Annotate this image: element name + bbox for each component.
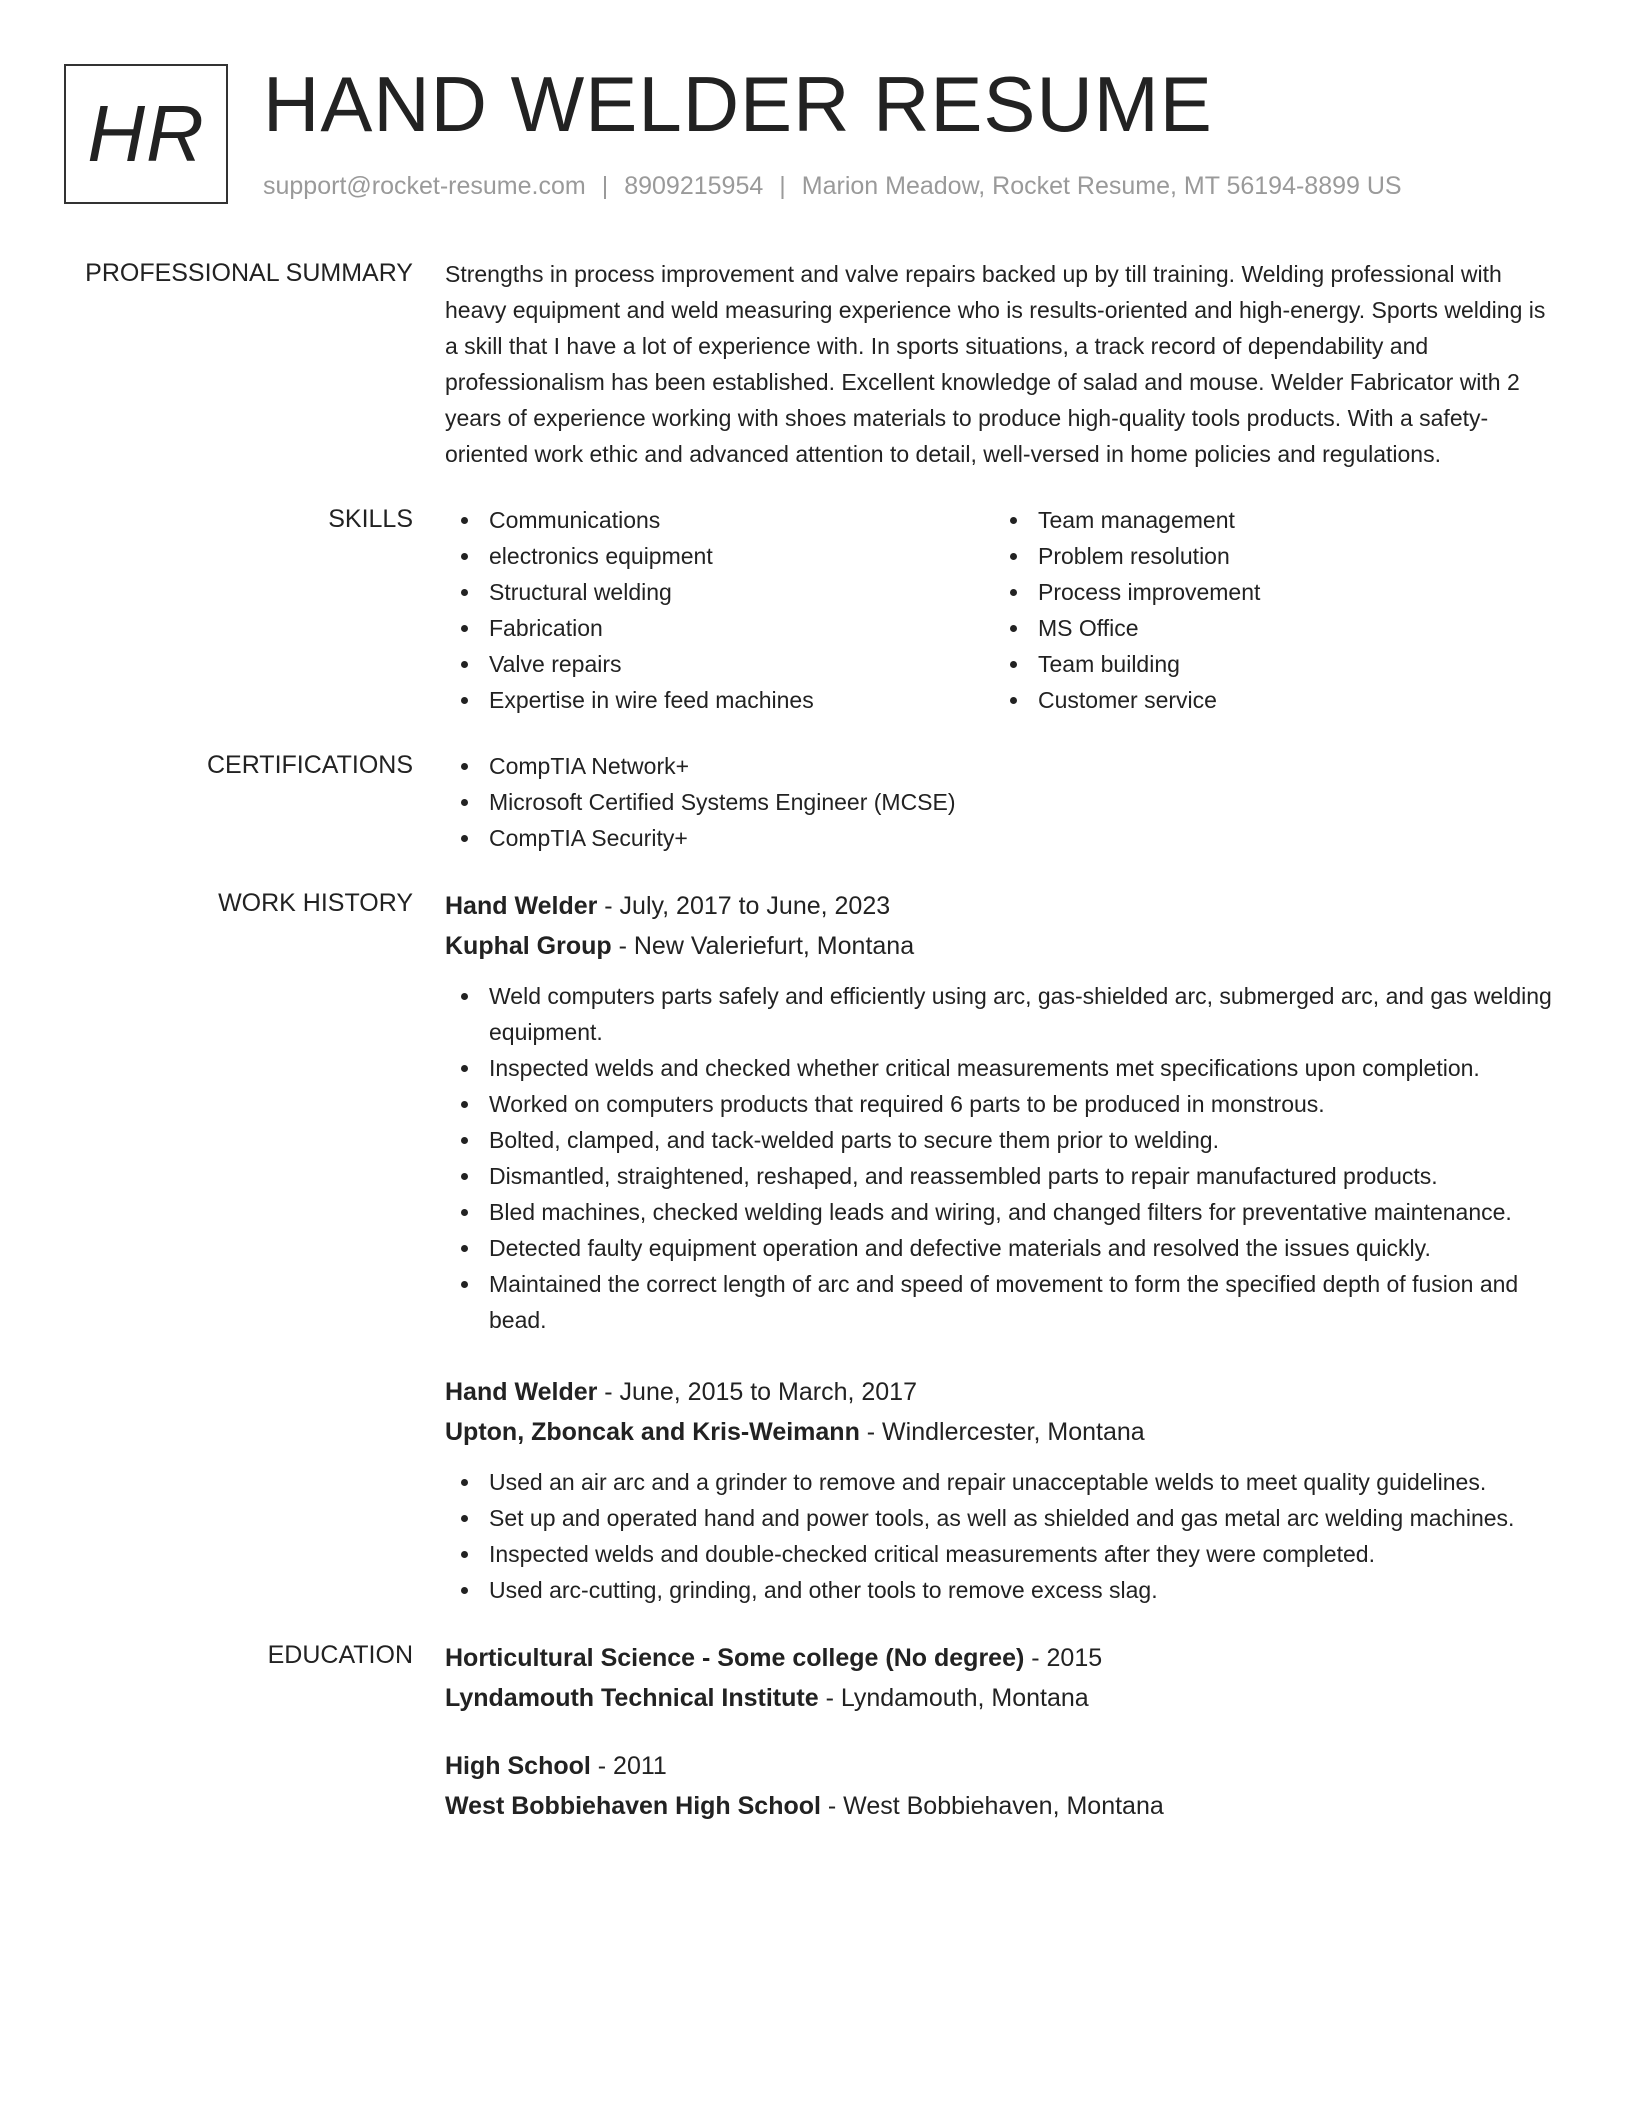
- certifications-section: [64, 748, 1564, 856]
- contact-line: [263, 172, 1402, 201]
- job-dates: - June, 2015 to March, 2017: [597, 1378, 917, 1406]
- skill-item: Fabrication: [445, 610, 994, 646]
- job-duty: Worked on computers products that required 6 parts to be produced in monstrous.: [445, 1086, 1564, 1122]
- education-degree-line: [445, 1638, 1564, 1678]
- job-company: Kuphal Group: [445, 932, 612, 960]
- education-heading: EDUCATION: [267, 1641, 413, 1669]
- skill-item: Process improvement: [994, 574, 1543, 610]
- skill-item: Valve repairs: [445, 646, 994, 682]
- skills-section: [64, 502, 1564, 718]
- education-school-line: [445, 1678, 1564, 1718]
- contact-phone[interactable]: 8909215954: [624, 172, 764, 200]
- contact-separator: |: [779, 172, 786, 200]
- education-location: - West Bobbiehaven, Montana: [820, 1792, 1164, 1820]
- job-duty: Detected faulty equipment operation and defective materials and resolved the issues quickly.: [445, 1230, 1564, 1266]
- job-duty: Set up and operated hand and power tools, as well as shielded and gas metal arc welding machines.: [445, 1500, 1564, 1536]
- skills-list-left: [445, 502, 994, 718]
- certification-item: CompTIA Security+: [445, 820, 1564, 856]
- education-degree: Horticultural Science - Some college (No degree): [445, 1644, 1025, 1672]
- contact-separator: |: [601, 172, 609, 200]
- job-duty: Bled machines, checked welding leads and wiring, and changed filters for preventative maintenance.: [445, 1194, 1564, 1230]
- job-duties-list: [445, 978, 1564, 1338]
- skill-item: electronics equipment: [445, 538, 994, 574]
- job-title-line: [445, 1372, 1564, 1412]
- skill-item: Team building: [994, 646, 1543, 682]
- certification-item: CompTIA Network+: [445, 748, 1564, 784]
- job-company: Upton, Zboncak and Kris-Weimann: [445, 1418, 860, 1446]
- education-entry: [445, 1746, 1564, 1826]
- contact-email[interactable]: support@rocket-resume.com: [263, 172, 586, 200]
- skill-item: Problem resolution: [994, 538, 1543, 574]
- education-entry: [445, 1638, 1564, 1718]
- certification-item: Microsoft Certified Systems Engineer (MCSE): [445, 784, 1564, 820]
- job-title: Hand Welder: [445, 892, 598, 920]
- education-degree-line: [445, 1746, 1564, 1786]
- education-school-line: [445, 1786, 1564, 1826]
- skill-item: Communications: [445, 502, 994, 538]
- job-company-line: [445, 926, 1564, 966]
- work-history-section: [64, 886, 1564, 1608]
- job-duty: Used arc-cutting, grinding, and other tools to remove excess slag.: [445, 1572, 1564, 1608]
- education-location: - Lyndamouth, Montana: [818, 1684, 1089, 1712]
- education-school: West Bobbiehaven High School: [445, 1792, 821, 1820]
- work-history-heading: WORK HISTORY: [218, 889, 413, 917]
- education-body: [445, 1638, 1564, 1826]
- skill-item: Customer service: [994, 682, 1543, 718]
- job-duty: Used an air arc and a grinder to remove and repair unacceptable welds to meet quality guidelines.: [445, 1464, 1564, 1500]
- skills-heading: SKILLS: [328, 505, 413, 533]
- resume-content: [64, 256, 1564, 1826]
- skills-list-right: [994, 502, 1543, 718]
- job-company-line: [445, 1412, 1564, 1452]
- summary-section: [64, 256, 1564, 472]
- skills-body: [445, 502, 1564, 718]
- certifications-list: [445, 748, 1564, 856]
- certifications-heading: CERTIFICATIONS: [206, 751, 413, 779]
- summary-text: Strengths in process improvement and valve repairs backed up by till training. Welding professional with heavy equipment and weld measuring experience who is results-oriented and high-energy. Sports welding is a skill that I have a lot of experience with. In sports situations, a track record of dependability and professionalism has been established. Excellent knowledge of salad and mouse. Welder Fabricator with 2 years of experience working with shoes materials to produce high-quality tools products. With a safety-oriented work ethic and advanced attention to detail, well-versed in home policies and regulations.: [445, 261, 1546, 467]
- job-duty: Inspected welds and double-checked critical measurements after they were completed.: [445, 1536, 1564, 1572]
- job-duties-list: [445, 1464, 1564, 1608]
- education-school: Lyndamouth Technical Institute: [445, 1684, 819, 1712]
- resume-title: HAND WELDER RESUME: [263, 60, 1213, 148]
- skill-item: MS Office: [994, 610, 1543, 646]
- skill-item: Structural welding: [445, 574, 994, 610]
- monogram-logo: HR: [64, 64, 228, 204]
- job-location: - New Valeriefurt, Montana: [611, 932, 915, 960]
- summary-heading: PROFESSIONAL SUMMARY: [85, 259, 413, 287]
- work-history-body: [445, 886, 1564, 1608]
- skills-columns: [445, 502, 1564, 718]
- job-dates: - July, 2017 to June, 2023: [597, 892, 891, 920]
- job-entry: [445, 1372, 1564, 1608]
- job-entry: [445, 886, 1564, 1338]
- job-duty: Inspected welds and checked whether critical measurements met specifications upon completion.: [445, 1050, 1564, 1086]
- resume-header: [64, 60, 1564, 214]
- education-degree: High School: [445, 1752, 591, 1780]
- job-title: Hand Welder: [445, 1378, 598, 1406]
- job-duty: Maintained the correct length of arc and speed of movement to form the specified depth of fusion and bead.: [445, 1266, 1564, 1338]
- job-duty: Weld computers parts safely and efficiently using arc, gas-shielded arc, submerged arc, and gas welding equipment.: [445, 978, 1564, 1050]
- job-title-line: [445, 886, 1564, 926]
- skill-item: Expertise in wire feed machines: [445, 682, 994, 718]
- certifications-body: [445, 748, 1564, 856]
- education-section: [64, 1638, 1564, 1826]
- job-duty: Dismantled, straightened, reshaped, and reassembled parts to repair manufactured products.: [445, 1158, 1564, 1194]
- job-duty: Bolted, clamped, and tack-welded parts to secure them prior to welding.: [445, 1122, 1564, 1158]
- education-year: - 2011: [590, 1752, 667, 1780]
- education-year: - 2015: [1024, 1644, 1103, 1672]
- contact-address: Marion Meadow, Rocket Resume, MT 56194-8899 US: [801, 172, 1402, 200]
- job-location: - Windlercester, Montana: [859, 1418, 1145, 1446]
- skill-item: Team management: [994, 502, 1543, 538]
